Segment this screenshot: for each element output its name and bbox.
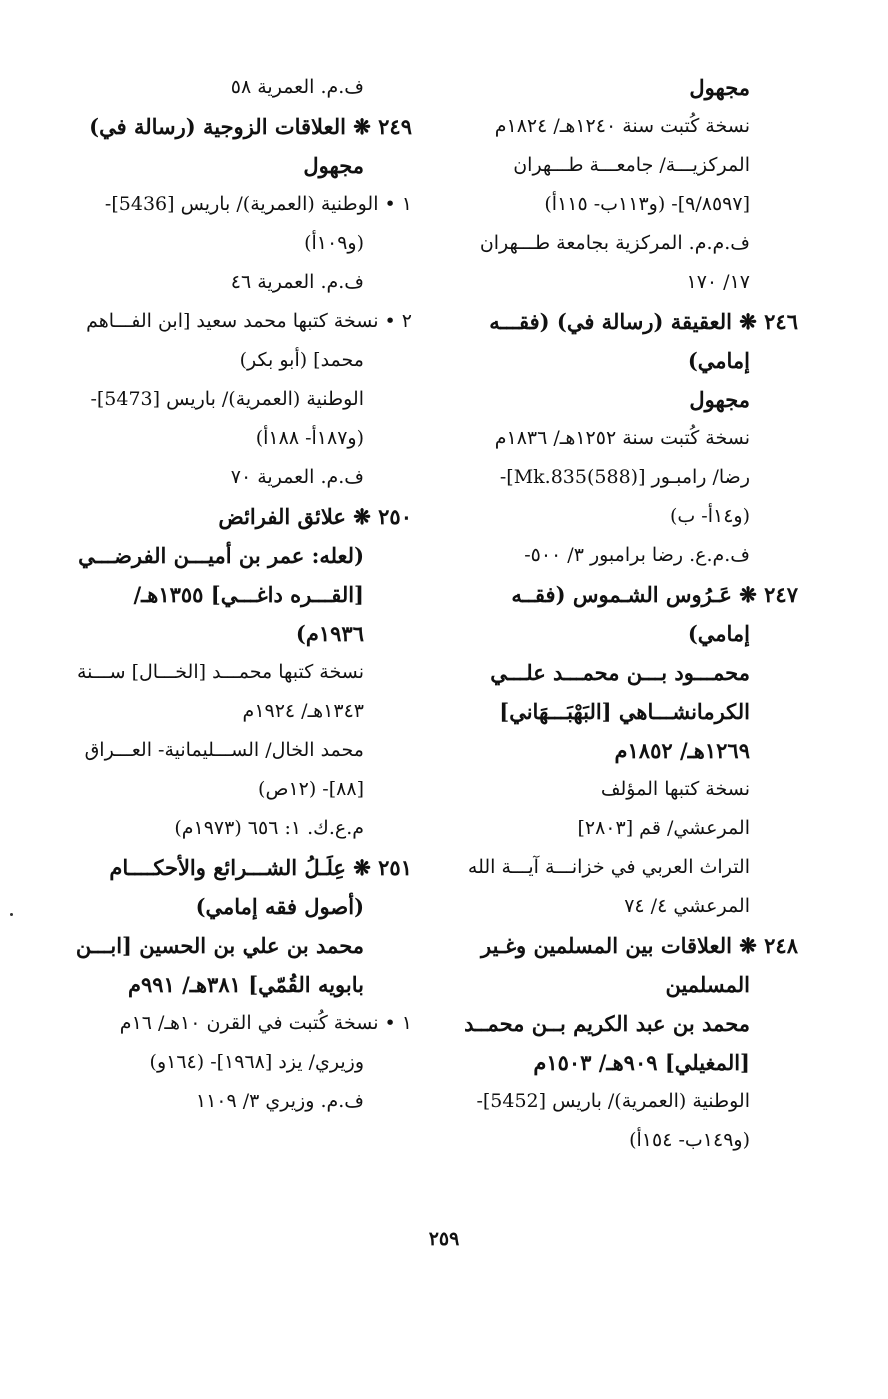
entry-line: نسخة كتبها محمـــد [الخـــال] ســـنة [77,661,364,683]
entry-line: الوطنية (العمرية)/ باريس [5452]- [476,1090,750,1112]
entry-line: محمد الخال/ الســـليمانية- العـــراق [84,739,364,761]
entry-heading-line: ٢٤٨ ❋ العلاقات بين المسلمين وغـير [481,933,798,958]
entry-line: نسخة كتبها المؤلف [600,778,750,800]
entry-line: نسخة كُتبت سنة ١٢٤٠هـ/ ١٨٢٤م [494,115,750,137]
entry-heading-line: (لعله: عمر بن أميـــن الفرضـــي [78,543,364,568]
entry-line: ف.م.م. المركزية بجامعة طـــهران [479,232,750,254]
entry-heading-line: ٢٥١ ❋ عِلَـلُ الشـــرائع والأحكــــام [109,855,412,880]
entry-heading-line: إمامي) [687,348,750,373]
entry-line: ف.م. العمرية ٧٠ [230,466,364,488]
entry-line: التراث العربي في خزانـــة آيـــة الله [467,856,750,878]
entry-heading-line: ٢٤٧ ❋ عَـرُوس الشـموس (فقــه [511,582,798,607]
entry-line: ٢ • نسخة كتبها محمد سعيد [ابن الفـــاهم [86,310,412,332]
entry-line: المرعشي ٤/ ٧٤ [624,895,750,917]
entry-heading-line: ٢٥٠ ❋ علائق الفرائض [218,504,412,529]
entry-line: (و١٨٧أ- ١٨٨أ) [255,427,364,449]
entry-line: ١ • الوطنية (العمرية)/ باريس [5436]- [104,193,412,215]
entry-line: ف.م.ع. رضا برامبور ٣/ ٥٠٠- [524,544,750,566]
entry-heading-line: [المغيلي] ٩٠٩هـ/ ١٥٠٣م [533,1050,750,1075]
entry-line: المرعشي/ قم [٢٨٠٣] [577,817,750,839]
entry-line: نسخة كُتبت سنة ١٢٥٢هـ/ ١٨٣٦م [494,427,750,449]
entry-line: ف.م. العمرية ٤٦ [230,271,364,293]
entry-heading-line: ٢٤٦ ❋ العقيقة (رسالة في) (فقـــه [489,309,798,334]
entry-heading-line: المسلمين [665,972,750,997]
entry-line: (و١٤٩ب- ١٥٤أ) [629,1129,750,1151]
entry-heading-line: مجهول [689,75,750,100]
page-number: ٢٥٩ [428,1228,460,1250]
entry-heading-line: ١٢٦٩هـ/ ١٨٥٢م [614,738,750,763]
entry-line: [٨٨]- (١٢ص) [258,778,364,800]
entry-heading-line: محمد بن عبد الكريم بــن محمــد [464,1011,750,1036]
entry-line: ١٣٤٣هـ/ ١٩٢٤م [242,700,364,722]
entry-line: المركزيـــة/ جامعـــة طـــهران [513,154,750,176]
entry-line: م.ع.ك. ١: ٦٥٦ (١٩٧٣م) [174,817,364,839]
entry-line: ١٧/ ١٧٠ [686,271,750,293]
entry-heading-line: ١٩٣٦م) [295,621,364,646]
entry-line: الوطنية (العمرية)/ باريس [5473]- [90,388,364,410]
entry-line: ف.م. وزيري ٣/ ١١٠٩ [195,1090,364,1112]
entry-heading-line: ٢٤٩ ❋ العلاقات الزوجية (رسالة في) [89,114,412,139]
entry-line: ف.م. العمرية ٥٨ [230,76,364,98]
entry-heading-line: مجهول [689,387,750,412]
entry-line: (و١٠٩أ) [304,232,364,254]
entry-line: محمد] (أبو بكر) [239,349,364,371]
right-column [450,68,798,1160]
entry-heading-line: إمامي) [687,621,750,646]
entry-heading-line: (أصول فقه إمامي) [195,894,364,919]
entry-heading-line: بابويه القُمّي] ٣٨١هـ/ ٩٩١م [127,972,364,997]
entry-heading-line: محمـــود بـــن محمـــد علـــي [490,660,750,685]
entry-heading-line: [القـــره داغـــي] ١٣٥٥هـ/ [133,582,364,607]
entry-heading-line: الكرمانشـــاهي [البَهْبَـــهَاني] [499,699,750,724]
entry-line: [٩/٨٥٩٧]- (و١١٣ب- ١١٥أ) [544,193,750,215]
entry-line: ١ • نسخة كُتبت في القرن ١٠هـ/ ١٦م [119,1012,412,1034]
entry-heading-line: محمد بن علي بن الحسين [ابـــن [75,933,364,958]
entry-heading-line: مجهول [303,153,364,178]
entry-line: (و١٤أ- ب) [669,505,750,527]
entry-line: رضا/ رامبـور [Mk.835(588)]- [499,466,750,488]
margin-dot [10,913,13,916]
left-column [70,68,412,1121]
entry-line: وزيري/ يزد [١٩٦٨]- (١٦٤و) [149,1051,364,1073]
